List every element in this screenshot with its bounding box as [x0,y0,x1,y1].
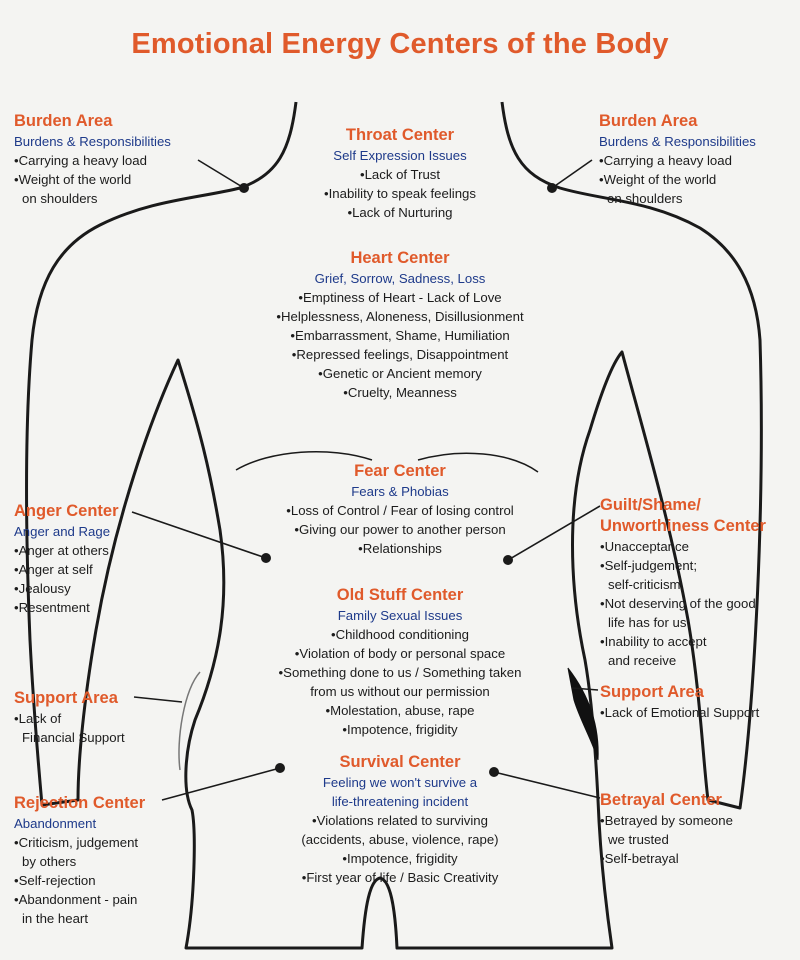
old-stuff-item-cont: from us without our permission [310,684,490,699]
burden-left-item-cont: on shoulders [22,191,98,206]
fear-item: • Relationships [240,539,560,558]
heart-item: • Embarrassment, Shame, Humiliation [220,326,580,345]
anger-sub: Anger and Rage [14,524,111,539]
support-left-heading: Support Area [14,689,118,707]
support-area-right [600,682,759,722]
burden-left-heading: Burden Area [14,112,113,130]
leader-support-left [134,697,182,702]
burden-left-sub: Burdens & Responsibilities [14,134,171,149]
burden-right-item: • Weight of the world [599,170,756,189]
anger-heading: Anger Center [14,502,119,520]
old-stuff-heading: Old Stuff Center [336,586,464,604]
anger-item: • Resentment [14,598,119,617]
guilt-item: • Self-judgement; [600,556,766,575]
betrayal-heading: Betrayal Center [600,791,722,809]
support-left-item: • Lack of [14,709,125,728]
betrayal-item: • Betrayed by someone [600,811,733,830]
old-stuff-center [230,585,570,739]
guilt-item-cont: life has for us [608,615,687,630]
guilt-item-cont: and receive [608,653,677,668]
heart-item: • Helplessness, Aloneness, Disillusionment [220,307,580,326]
heart-item: • Genetic or Ancient memory [220,364,580,383]
support-bulge-left [179,672,200,770]
throat-item: • Lack of Nurturing [270,203,530,222]
survival-center [240,752,560,887]
old-stuff-sub: Family Sexual Issues [337,608,463,623]
heart-center [220,248,580,402]
burden-right-item-cont: on shoulders [607,191,683,206]
support-right-heading: Support Area [600,683,704,701]
guilt-heading: Unworthiness Center [600,517,766,535]
fear-center [240,461,560,558]
rejection-sub: Abandonment [14,816,97,831]
throat-heading: Throat Center [345,126,455,144]
guilt-heading: Guilt/Shame/ [600,496,701,514]
fear-heading: Fear Center [354,462,446,480]
old-stuff-item: • Violation of body or personal space [230,644,570,663]
heart-item: • Cruelty, Meanness [220,383,580,402]
burden-area-right [599,111,756,208]
support-right-item: • Lack of Emotional Support [600,703,759,722]
old-stuff-item: • Impotence, frigidity [230,720,570,739]
betrayal-item-cont: we trusted [608,832,669,847]
support-left-item-cont: Financial Support [22,730,125,745]
rejection-item-cont: in the heart [22,911,88,926]
rejection-item: • Self-rejection [14,871,145,890]
guilt-item: • Not deserving of the good [600,594,766,613]
rejection-heading: Rejection Center [14,794,146,812]
burden-right-sub: Burdens & Responsibilities [599,134,756,149]
burden-area-left [14,111,171,208]
burden-right-item: • Carrying a heavy load [599,151,756,170]
burden-left-item: • Weight of the world [14,170,171,189]
betrayal-item: • Self-betrayal [600,849,733,868]
anger-item: • Anger at self [14,560,119,579]
heart-item: • Emptiness of Heart - Lack of Love [220,288,580,307]
throat-item: • Lack of Trust [270,165,530,184]
page-title: Emotional Energy Centers of the Body [131,28,669,60]
survival-heading: Survival Center [339,753,461,771]
survival-item: • Violations related to surviving [240,811,560,830]
rejection-item: • Abandonment - pain [14,890,145,909]
dot-burden-left [239,183,249,193]
anger-center [14,501,119,617]
guilt-item: • Unacceptance [600,537,766,556]
dot-burden-right [547,183,557,193]
leader-burden-right [552,160,592,188]
guilt-item: • Inability to accept [600,632,766,651]
fear-item: • Giving our power to another person [240,520,560,539]
survival-item: • Impotence, frigidity [240,849,560,868]
burden-right-heading: Burden Area [599,112,698,130]
old-stuff-item: • Molestation, abuse, rape [230,701,570,720]
heart-item: • Repressed feelings, Disappointment [220,345,580,364]
heart-heading: Heart Center [350,249,450,267]
old-stuff-item: • Childhood conditioning [230,625,570,644]
fear-sub: Fears & Phobias [351,484,449,499]
support-shape-right [568,668,598,760]
anger-item: • Jealousy [14,579,119,598]
anger-item: • Anger at others [14,541,119,560]
old-stuff-item: • Something done to us / Something taken [230,663,570,682]
survival-sub: life-threatening incident [331,794,469,809]
throat-sub: Self Expression Issues [333,148,467,163]
burden-left-item: • Carrying a heavy load [14,151,171,170]
guilt-item-cont: self-criticism [608,577,681,592]
support-area-left [14,688,125,747]
throat-center [270,125,530,222]
survival-item: • First year of life / Basic Creativity [240,868,560,887]
survival-item-cont: (accidents, abuse, violence, rape) [301,832,499,847]
throat-item: • Inability to speak feelings [270,184,530,203]
heart-sub: Grief, Sorrow, Sadness, Loss [314,271,486,286]
rejection-item: • Criticism, judgement [14,833,145,852]
rejection-item-cont: by others [22,854,77,869]
betrayal-center [600,790,733,868]
fear-item: • Loss of Control / Fear of losing control [240,501,560,520]
survival-sub: Feeling we won't survive a [322,775,478,790]
guilt-center [600,495,766,670]
leader-burden-left [198,160,244,188]
rejection-center [14,793,145,928]
